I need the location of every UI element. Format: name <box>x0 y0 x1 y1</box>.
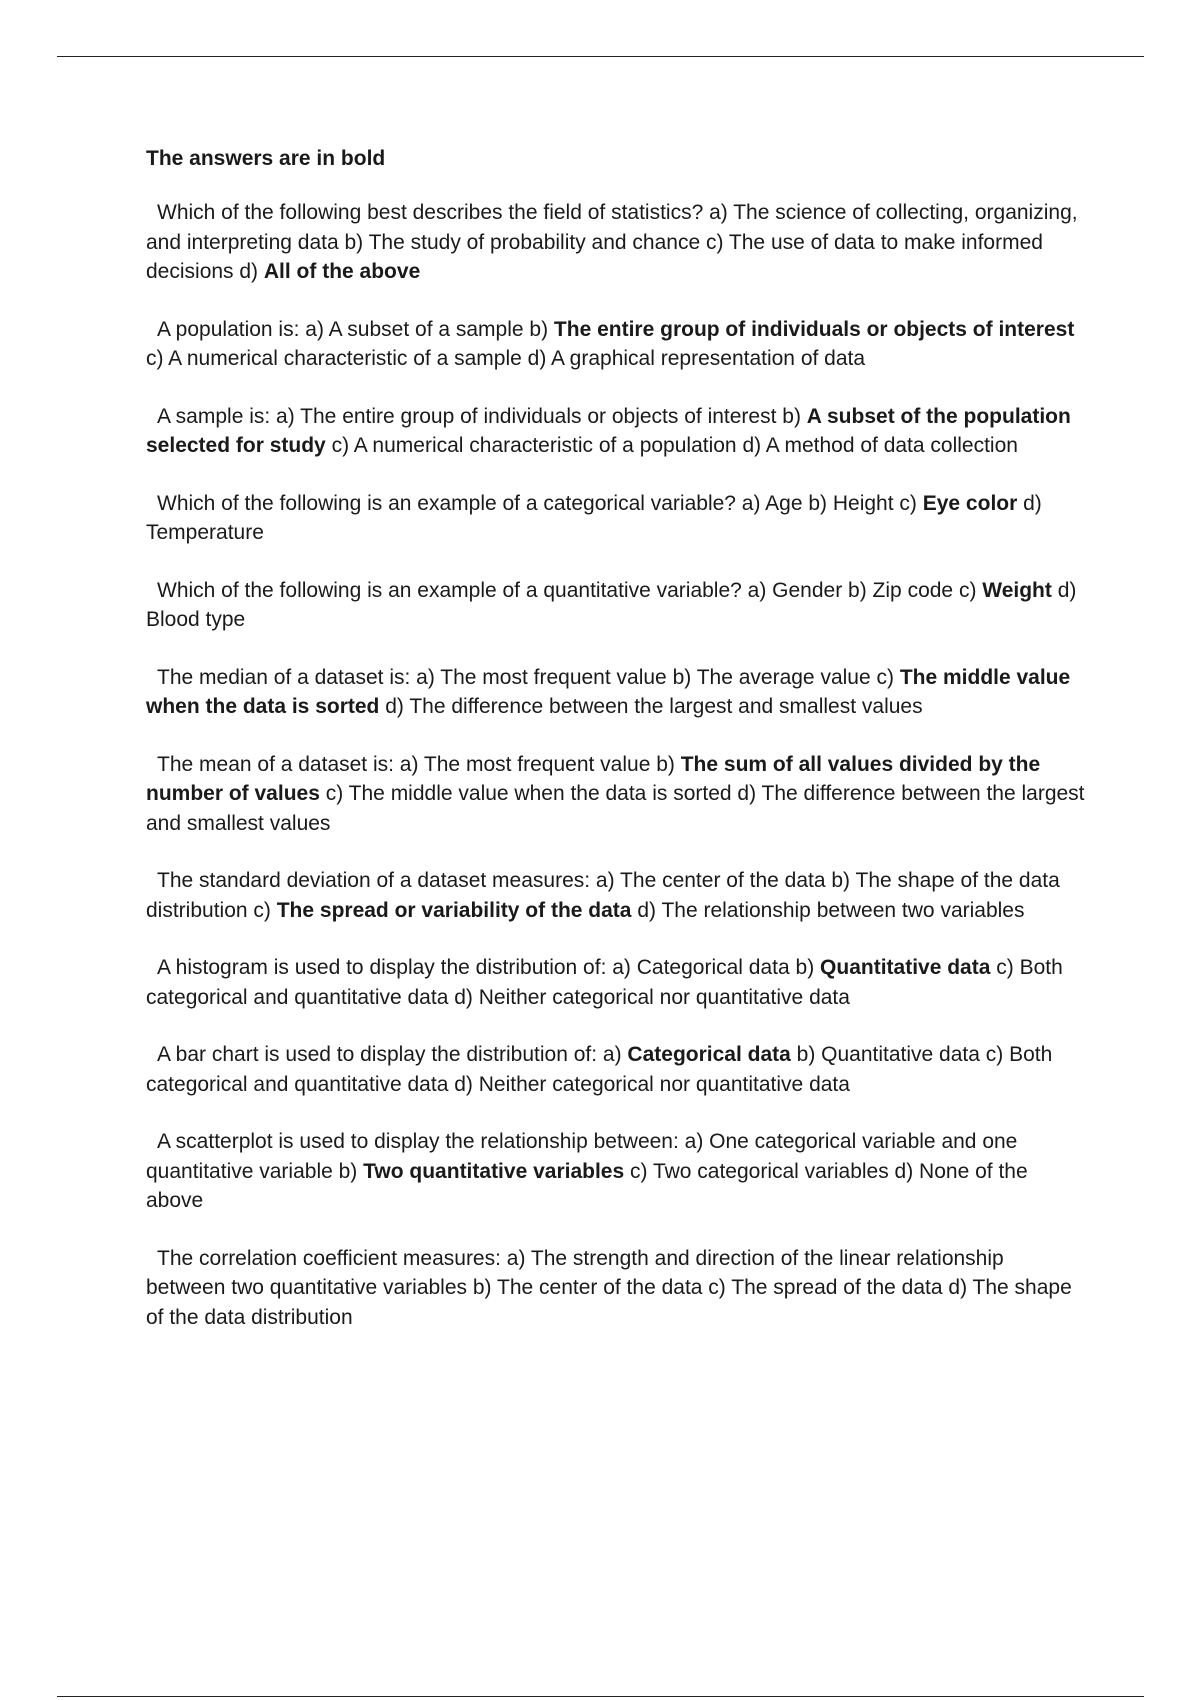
answer-text: The sum of all values divided by the number of values <box>146 752 1041 805</box>
question-6 <box>146 663 1086 722</box>
question-9 <box>146 953 1086 1012</box>
question-text: The mean of a dataset is: a) The most frequent value b) <box>157 752 681 776</box>
answer-text: Eye color <box>922 491 1018 515</box>
answer-text: Categorical data <box>627 1043 791 1066</box>
question-text: The correlation coefficient measures: a) The strength and direction of the linear relationship between two quantitative variables b) The center of the data c) The spread of the data d) The shape of the data distribution <box>146 1246 1072 1329</box>
answer-text: All of the above <box>263 260 421 283</box>
question-text-rest: d) Blood type <box>146 578 1077 631</box>
bottom-rule <box>57 1696 1144 1697</box>
answer-text: The middle value when the data is sorted <box>146 665 1071 718</box>
question-text: Which of the following is an example of a quantitative variable? a) Gender b) Zip code c) <box>157 578 983 602</box>
answer-text: Weight <box>982 578 1052 602</box>
question-text-rest: d) The relationship between two variables <box>631 898 1025 922</box>
question-3 <box>146 402 1086 461</box>
question-text: A bar chart is used to display the distribution of: a) <box>157 1043 628 1066</box>
question-10 <box>146 1040 1086 1099</box>
question-8 <box>146 866 1086 925</box>
question-text-rest: c) A numerical characteristic of a population d) A method of data collection <box>325 434 1018 457</box>
page-heading: The answers are in bold <box>146 147 386 170</box>
question-text: Which of the following is an example of a categorical variable? a) Age b) Height c) <box>157 491 923 515</box>
answer-text: Quantitative data <box>820 956 991 979</box>
question-text: Which of the following best describes the field of statistics? a) The science of collecting, organizing, and interpreting data b) The study of probability and chance c) The use of data to make informed decisions d) <box>146 201 1078 283</box>
question-text-rest: b) Quantitative data c) Both categorical and quantitative data d) Neither categorical nor quantitative data <box>146 1043 1053 1096</box>
question-text-rest: d) The difference between the largest and smallest values <box>379 695 923 718</box>
answer-text: The spread or variability of the data <box>276 898 632 922</box>
question-7 <box>146 750 1086 839</box>
question-1 <box>146 198 1086 287</box>
question-text-rest: c) Two categorical variables d) None of the above <box>146 1159 1028 1212</box>
question-text-rest: c) A numerical characteristic of a sample d) A graphical representation of data <box>146 347 866 370</box>
question-text: A population is: a) A subset of a sample b) <box>157 317 554 341</box>
answer-text: Two quantitative variables <box>363 1159 625 1183</box>
question-text: The standard deviation of a dataset measures: a) The center of the data b) The shape of the data distribution c) <box>146 869 1060 922</box>
question-text: A histogram is used to display the distribution of: a) Categorical data b) <box>157 956 821 979</box>
question-4 <box>146 489 1086 548</box>
question-text-rest: d) Temperature <box>146 491 1042 544</box>
question-text: The median of a dataset is: a) The most frequent value b) The average value c) <box>157 665 900 689</box>
question-2 <box>146 315 1086 374</box>
document-body <box>146 144 1086 1360</box>
question-text-rest: c) The middle value when the data is sorted d) The difference between the largest and smallest values <box>146 782 1085 835</box>
answer-text: A subset of the population selected for study <box>146 404 1071 457</box>
question-text: A scatterplot is used to display the relationship between: a) One categorical variable and one quantitative variable b) <box>146 1130 1018 1183</box>
question-11 <box>146 1127 1086 1216</box>
question-text-rest: c) Both categorical and quantitative data d) Neither categorical nor quantitative data <box>146 956 1063 1009</box>
question-12 <box>146 1244 1086 1333</box>
answer-text: The entire group of individuals or objects of interest <box>553 317 1075 341</box>
question-text: A sample is: a) The entire group of individuals or objects of interest b) <box>157 404 807 428</box>
top-rule <box>57 56 1144 57</box>
question-5 <box>146 576 1086 635</box>
